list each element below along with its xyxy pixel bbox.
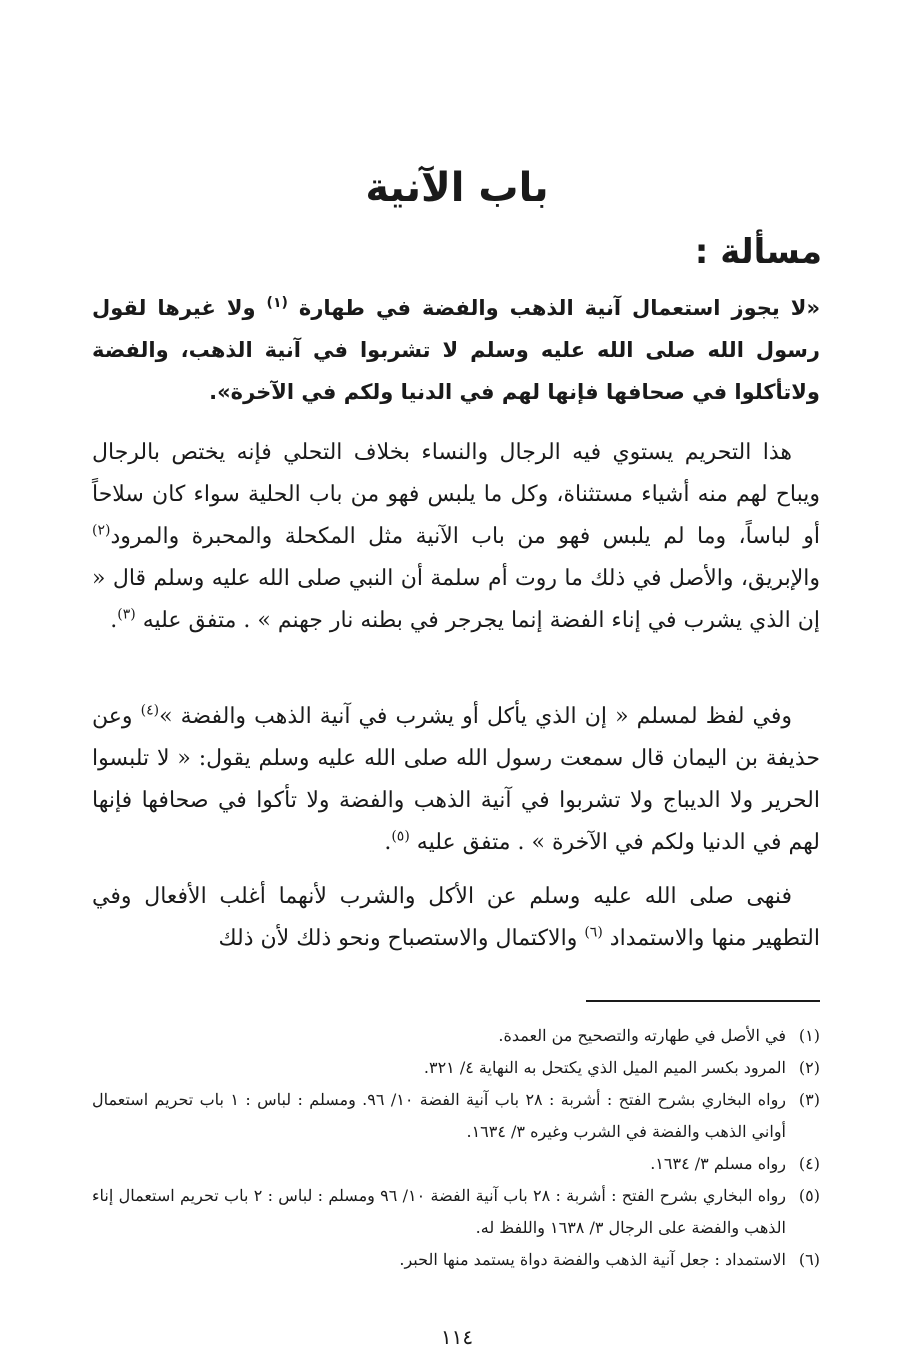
page-number: ١١٤	[440, 1325, 474, 1349]
matn-text-part: ولا غيرها لقول رسول الله صلى الله عليه وسلم لا تشربوا في آنية الذهب، والفضة ولاتأكلوا في صحافها فإنها لهم في الدنيا ولكم في الآخرة».	[92, 296, 820, 404]
footnote-ref-5[interactable]: (٥)	[391, 828, 410, 845]
footnote-ref-6[interactable]: (٦)	[584, 924, 603, 941]
footnote-ref-1[interactable]: (١)	[266, 295, 288, 311]
footnote-separator	[586, 1000, 820, 1002]
chapter-title: باب الآنية	[365, 165, 549, 211]
footnote-ref-4[interactable]: (٤)	[140, 702, 160, 719]
paragraph-text: فنهى صلى الله عليه وسلم عن الأكل والشرب لأنهما أغلب الأفعال وفي التطهير منها والاستمداد	[92, 884, 820, 951]
footnote-ref-2[interactable]: (٢)	[92, 522, 111, 539]
footnote-number: (٥)	[798, 1186, 820, 1205]
paragraph-text: وعن حذيفة بن اليمان قال سمعت رسول الله صلى الله عليه وسلم يقول: « لا تلبسوا الحرير ولا الديباج ولا تشربوا في آنية الذهب والفضة ولا تأكوا في صحافها فإنها لهم في الدنيا ولكم في الآخرة » . متفق عليه	[92, 704, 820, 855]
footnote-number: (١)	[798, 1026, 820, 1045]
matn-text	[92, 287, 820, 413]
footnote-item	[92, 1148, 820, 1180]
footnote-ref-3[interactable]: (٣)	[117, 606, 136, 623]
footnote-number: (٢)	[798, 1058, 820, 1077]
footnote-text: في الأصل في طهارته والتصحيح من العمدة.	[498, 1026, 786, 1045]
footnote-item	[92, 1180, 820, 1244]
commentary-paragraph-3	[92, 876, 820, 960]
footnote-number: (٤)	[798, 1154, 820, 1173]
footnote-number: (٣)	[798, 1090, 820, 1109]
footnote-item	[92, 1052, 820, 1084]
footnote-item	[92, 1020, 820, 1052]
footnote-text: رواه البخاري بشرح الفتح : أشربة : ٢٨ باب آنية الفضة ١٠/ ٩٦ ومسلم : لباس : ٢ باب تحريم استعمال إناء الذهب والفضة على الرجال ٣/ ١٦٣٨ واللفظ له.	[92, 1186, 787, 1237]
commentary-paragraph-1	[92, 432, 820, 642]
footnote-text: رواه مسلم ٣/ ١٦٣٤.	[650, 1154, 786, 1173]
footnote-number: (٦)	[798, 1250, 820, 1269]
paragraph-text: .	[384, 830, 392, 855]
masala-heading: مسألة :	[694, 232, 822, 272]
paragraph-text: .	[110, 608, 118, 633]
footnote-text: الاستمداد : جعل آنية الذهب والفضة دواة يستمد منها الحبر.	[399, 1250, 786, 1269]
footnotes-list	[92, 1020, 820, 1276]
matn-text-part: «لا يجوز استعمال آنية الذهب والفضة في طهارة	[298, 296, 821, 320]
paragraph-text: والإبريق، والأصل في ذلك ما روت أم سلمة أن النبي صلى الله عليه وسلم قال « إن الذي يشرب في إناء الفضة إنما يجرجر في بطنه نار جهنم » . متفق عليه	[92, 566, 820, 633]
commentary-paragraph-2	[92, 696, 820, 864]
footnote-item	[92, 1084, 820, 1148]
paragraph-text: والاكتمال والاستصباح ونحو ذلك لأن ذلك	[218, 926, 578, 951]
paragraph-text: وفي لفظ لمسلم « إن الذي يأكل أو يشرب في آنية الذهب والفضة »	[159, 704, 792, 729]
footnote-text: المرود بكسر الميم الميل الذي يكتحل به النهاية ٤/ ٣٢١.	[423, 1058, 786, 1077]
footnote-text: رواه البخاري بشرح الفتح : أشربة : ٢٨ باب آنية الفضة ١٠/ ٩٦. ومسلم : لباس : ١ باب تحريم استعمال أواني الذهب والفضة في الشرب وغيره ٣/ ١٦٣٤.	[92, 1090, 787, 1141]
footnote-item	[92, 1244, 820, 1276]
paragraph-text: هذا التحريم يستوي فيه الرجال والنساء بخلاف التحلي فإنه يختص بالرجال ويباح لهم منه أشياء مستثناة، وكل ما يلبس فهو من باب الحلية سواء كان سلاحاً أو لباساً، وما لم يلبس فهو من باب الآنية مثل المكحلة والمحبرة والمرود	[92, 440, 820, 549]
